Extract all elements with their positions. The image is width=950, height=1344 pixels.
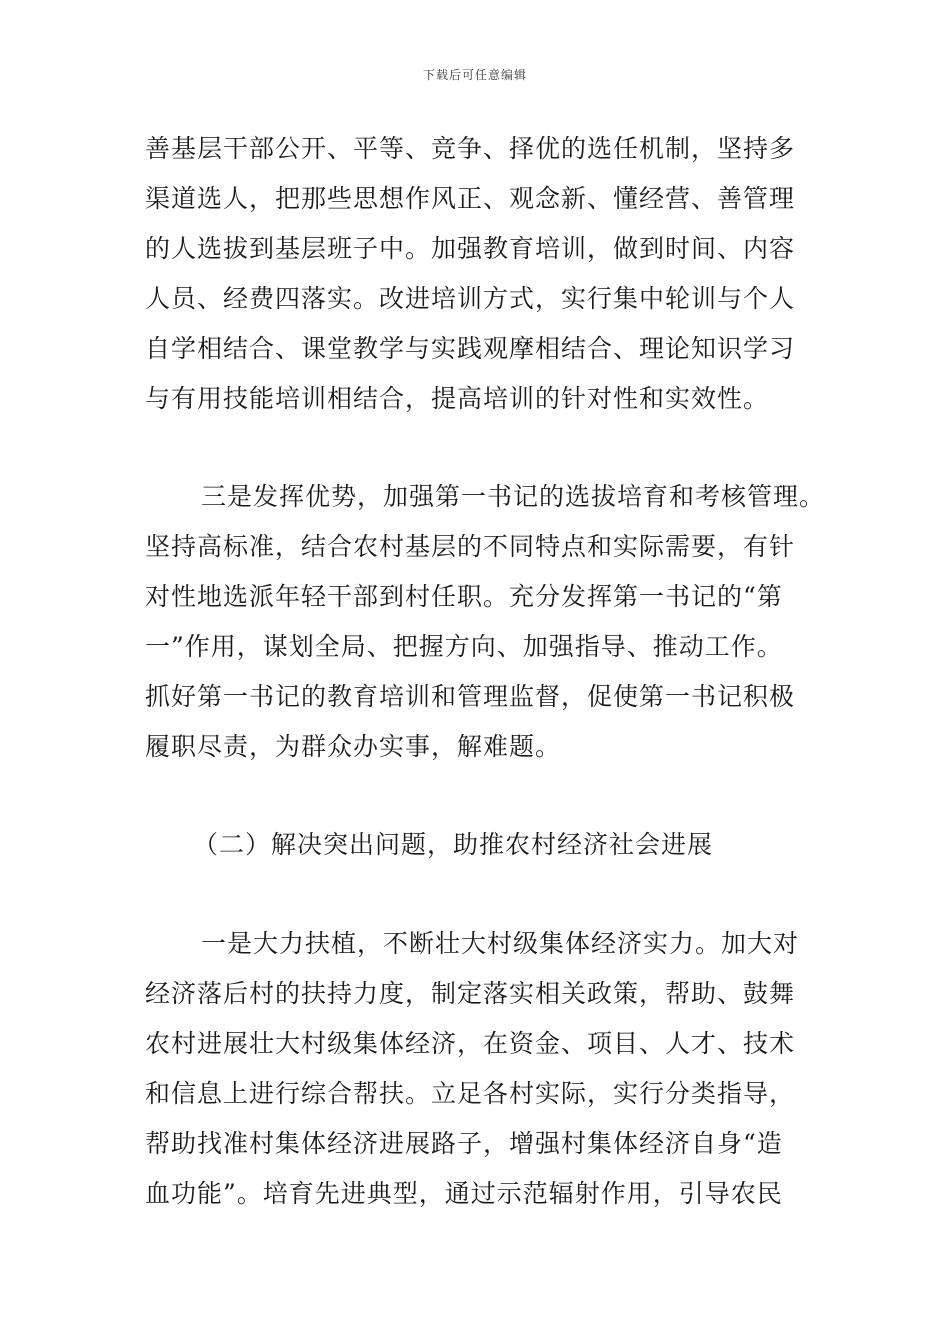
paragraph-3 [145,919,810,1219]
section-heading [145,820,810,870]
paragraph-line: 自学相结合、课堂教学与实践观摩相结合、理论知识学习 [145,334,796,363]
paragraph-1 [145,124,810,424]
page-header: 下载后可任意编辑 [422,68,527,82]
paragraph-line: 三是发挥优势，加强第一书记的选拔培育和考核管理。 [201,482,826,511]
paragraph-line: 对性地选派年轻干部到村任职。充分发挥第一书记的“第 [145,582,783,611]
paragraph-line: 人员、经费四落实。改进培训方式，实行集中轮训与个人 [145,284,796,313]
paragraph-line: 的人选拔到基层班子中。加强教育培训，做到时间、内容 [145,234,796,263]
paragraph-line: 渠道选人，把那些思想作风正、观念新、懂经营、善管理 [145,184,796,213]
paragraph-line: 一是大力扶植，不断壮大村级集体经济实力。加大对 [201,929,800,958]
paragraph-line: 善基层干部公开、平等、竞争、择优的选任机制，坚持多 [145,134,796,163]
section-heading-text: （二）解决突出问题，助推农村经济社会进展 [193,830,714,859]
paragraph-line: 血功能”。培育先进典型，通过示范辐射作用，引导农民 [145,1179,783,1208]
paragraph-line: 与有用技能培训相结合，提高培训的针对性和实效性。 [145,384,770,413]
paragraph-line: 履职尽责，为群众办实事，解难题。 [145,732,562,761]
paragraph-line: 抓好第一书记的教育培训和管理监督，促使第一书记积极 [145,682,796,711]
paragraph-line: 坚持高标准，结合农村基层的不同特点和实际需要，有针 [145,532,796,561]
paragraph-line: 和信息上进行综合帮扶。立足各村实际，实行分类指导， [145,1079,796,1108]
paragraph-line: 经济落后村的扶持力度，制定落实相关政策，帮助、鼓舞 [145,979,796,1008]
paragraph-line: 一”作用，谋划全局、把握方向、加强指导、推动工作。 [145,632,783,661]
paragraph-line: 帮助找准村集体经济进展路子，增强村集体经济自身“造 [145,1129,783,1158]
paragraph-2 [145,472,826,772]
paragraph-line: 农村进展壮大村级集体经济，在资金、项目、人才、技术 [145,1029,796,1058]
